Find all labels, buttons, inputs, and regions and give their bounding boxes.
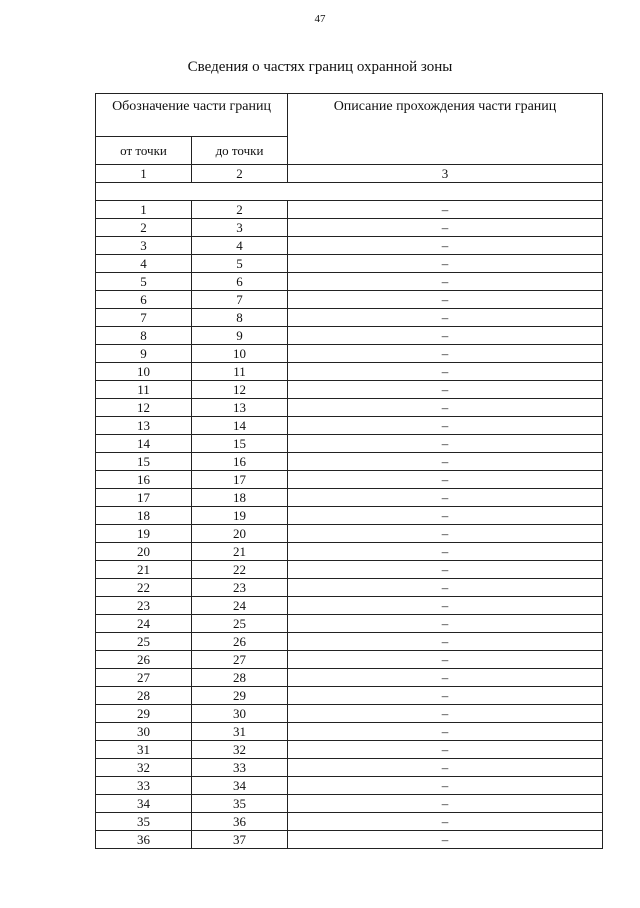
- table-row: [96, 255, 603, 273]
- to-point-cell: 27: [192, 651, 288, 669]
- description-cell: –: [288, 417, 603, 435]
- separator-row: [96, 183, 603, 201]
- description-cell: –: [288, 435, 603, 453]
- table-row: [96, 651, 603, 669]
- to-point-cell: 34: [192, 777, 288, 795]
- description-cell: –: [288, 579, 603, 597]
- from-point-cell: 2: [96, 219, 192, 237]
- to-point-cell: 36: [192, 813, 288, 831]
- to-point-cell: 16: [192, 453, 288, 471]
- to-point-cell: 4: [192, 237, 288, 255]
- table-row: [96, 345, 603, 363]
- from-point-cell: 29: [96, 705, 192, 723]
- table-row: [96, 705, 603, 723]
- to-point-cell: 8: [192, 309, 288, 327]
- from-point-cell: 17: [96, 489, 192, 507]
- header-designation: Обозначение части границ: [96, 94, 288, 137]
- table-row: [96, 489, 603, 507]
- description-cell: –: [288, 831, 603, 849]
- to-point-cell: 13: [192, 399, 288, 417]
- to-point-cell: 29: [192, 687, 288, 705]
- table-row: [96, 615, 603, 633]
- description-cell: –: [288, 777, 603, 795]
- from-point-cell: 35: [96, 813, 192, 831]
- description-cell: –: [288, 741, 603, 759]
- from-point-cell: 26: [96, 651, 192, 669]
- description-cell: –: [288, 345, 603, 363]
- table-row: [96, 273, 603, 291]
- description-cell: –: [288, 507, 603, 525]
- to-point-cell: 21: [192, 543, 288, 561]
- table-row: [96, 759, 603, 777]
- from-point-cell: 24: [96, 615, 192, 633]
- to-point-cell: 7: [192, 291, 288, 309]
- table-row: [96, 201, 603, 219]
- table-row: [96, 309, 603, 327]
- table-row: [96, 795, 603, 813]
- to-point-cell: 20: [192, 525, 288, 543]
- from-point-cell: 8: [96, 327, 192, 345]
- to-point-cell: 25: [192, 615, 288, 633]
- description-cell: –: [288, 705, 603, 723]
- to-point-cell: 6: [192, 273, 288, 291]
- page-number: 47: [314, 13, 326, 25]
- table-row: [96, 597, 603, 615]
- to-point-cell: 17: [192, 471, 288, 489]
- from-point-cell: 7: [96, 309, 192, 327]
- to-point-cell: 33: [192, 759, 288, 777]
- description-cell: –: [288, 795, 603, 813]
- from-point-cell: 4: [96, 255, 192, 273]
- from-point-cell: 1: [96, 201, 192, 219]
- to-point-cell: 37: [192, 831, 288, 849]
- separator-cell: [96, 183, 603, 201]
- to-point-cell: 2: [192, 201, 288, 219]
- table-row: [96, 525, 603, 543]
- from-point-cell: 19: [96, 525, 192, 543]
- from-point-cell: 31: [96, 741, 192, 759]
- description-cell: –: [288, 561, 603, 579]
- description-cell: –: [288, 363, 603, 381]
- description-cell: –: [288, 669, 603, 687]
- from-point-cell: 30: [96, 723, 192, 741]
- table-row: [96, 381, 603, 399]
- to-point-cell: 15: [192, 435, 288, 453]
- from-point-cell: 12: [96, 399, 192, 417]
- from-point-cell: 25: [96, 633, 192, 651]
- to-point-cell: 35: [192, 795, 288, 813]
- from-point-cell: 13: [96, 417, 192, 435]
- header-row: [96, 94, 603, 137]
- to-point-cell: 30: [192, 705, 288, 723]
- table-row: [96, 723, 603, 741]
- to-point-cell: 19: [192, 507, 288, 525]
- header-to-point: до точки: [192, 137, 288, 165]
- description-cell: –: [288, 471, 603, 489]
- from-point-cell: 9: [96, 345, 192, 363]
- table-row: [96, 687, 603, 705]
- description-cell: –: [288, 381, 603, 399]
- from-point-cell: 34: [96, 795, 192, 813]
- description-cell: –: [288, 327, 603, 345]
- table-row: [96, 543, 603, 561]
- table-row: [96, 363, 603, 381]
- to-point-cell: 14: [192, 417, 288, 435]
- to-point-cell: 12: [192, 381, 288, 399]
- from-point-cell: 6: [96, 291, 192, 309]
- to-point-cell: 22: [192, 561, 288, 579]
- table-row: [96, 669, 603, 687]
- document-title: Сведения о частях границ охранной зоны: [187, 59, 453, 75]
- from-point-cell: 5: [96, 273, 192, 291]
- description-cell: –: [288, 813, 603, 831]
- description-cell: –: [288, 255, 603, 273]
- table-row: [96, 813, 603, 831]
- table-row: [96, 399, 603, 417]
- from-point-cell: 28: [96, 687, 192, 705]
- from-point-cell: 36: [96, 831, 192, 849]
- to-point-cell: 32: [192, 741, 288, 759]
- table-row: [96, 435, 603, 453]
- from-point-cell: 3: [96, 237, 192, 255]
- from-point-cell: 16: [96, 471, 192, 489]
- table-row: [96, 777, 603, 795]
- header-description: Описание прохождения части границ: [288, 94, 603, 165]
- description-cell: –: [288, 309, 603, 327]
- table-row: [96, 327, 603, 345]
- column-number-2: 2: [192, 165, 288, 183]
- from-point-cell: 23: [96, 597, 192, 615]
- to-point-cell: 26: [192, 633, 288, 651]
- table-row: [96, 417, 603, 435]
- from-point-cell: 14: [96, 435, 192, 453]
- table-row: [96, 219, 603, 237]
- table-row: [96, 507, 603, 525]
- to-point-cell: 5: [192, 255, 288, 273]
- to-point-cell: 11: [192, 363, 288, 381]
- from-point-cell: 18: [96, 507, 192, 525]
- to-point-cell: 23: [192, 579, 288, 597]
- from-point-cell: 22: [96, 579, 192, 597]
- column-number-3: 3: [288, 165, 603, 183]
- from-point-cell: 27: [96, 669, 192, 687]
- description-cell: –: [288, 399, 603, 417]
- from-point-cell: 11: [96, 381, 192, 399]
- description-cell: –: [288, 273, 603, 291]
- table-row: [96, 633, 603, 651]
- description-cell: –: [288, 453, 603, 471]
- from-point-cell: 33: [96, 777, 192, 795]
- from-point-cell: 15: [96, 453, 192, 471]
- table-row: [96, 237, 603, 255]
- description-cell: –: [288, 615, 603, 633]
- description-cell: –: [288, 291, 603, 309]
- description-cell: –: [288, 687, 603, 705]
- header-from-point: от точки: [96, 137, 192, 165]
- from-point-cell: 10: [96, 363, 192, 381]
- table-row: [96, 831, 603, 849]
- boundary-parts-table: [95, 93, 603, 849]
- description-cell: –: [288, 525, 603, 543]
- table-row: [96, 579, 603, 597]
- from-point-cell: 20: [96, 543, 192, 561]
- column-number-1: 1: [96, 165, 192, 183]
- description-cell: –: [288, 633, 603, 651]
- table-row: [96, 561, 603, 579]
- to-point-cell: 10: [192, 345, 288, 363]
- table-row: [96, 741, 603, 759]
- description-cell: –: [288, 597, 603, 615]
- from-point-cell: 21: [96, 561, 192, 579]
- description-cell: –: [288, 543, 603, 561]
- description-cell: –: [288, 201, 603, 219]
- to-point-cell: 31: [192, 723, 288, 741]
- description-cell: –: [288, 759, 603, 777]
- table-row: [96, 471, 603, 489]
- description-cell: –: [288, 489, 603, 507]
- from-point-cell: 32: [96, 759, 192, 777]
- to-point-cell: 3: [192, 219, 288, 237]
- to-point-cell: 28: [192, 669, 288, 687]
- description-cell: –: [288, 723, 603, 741]
- description-cell: –: [288, 651, 603, 669]
- to-point-cell: 18: [192, 489, 288, 507]
- to-point-cell: 9: [192, 327, 288, 345]
- description-cell: –: [288, 219, 603, 237]
- description-cell: –: [288, 237, 603, 255]
- to-point-cell: 24: [192, 597, 288, 615]
- column-number-row: [96, 165, 603, 183]
- table-row: [96, 291, 603, 309]
- table-row: [96, 453, 603, 471]
